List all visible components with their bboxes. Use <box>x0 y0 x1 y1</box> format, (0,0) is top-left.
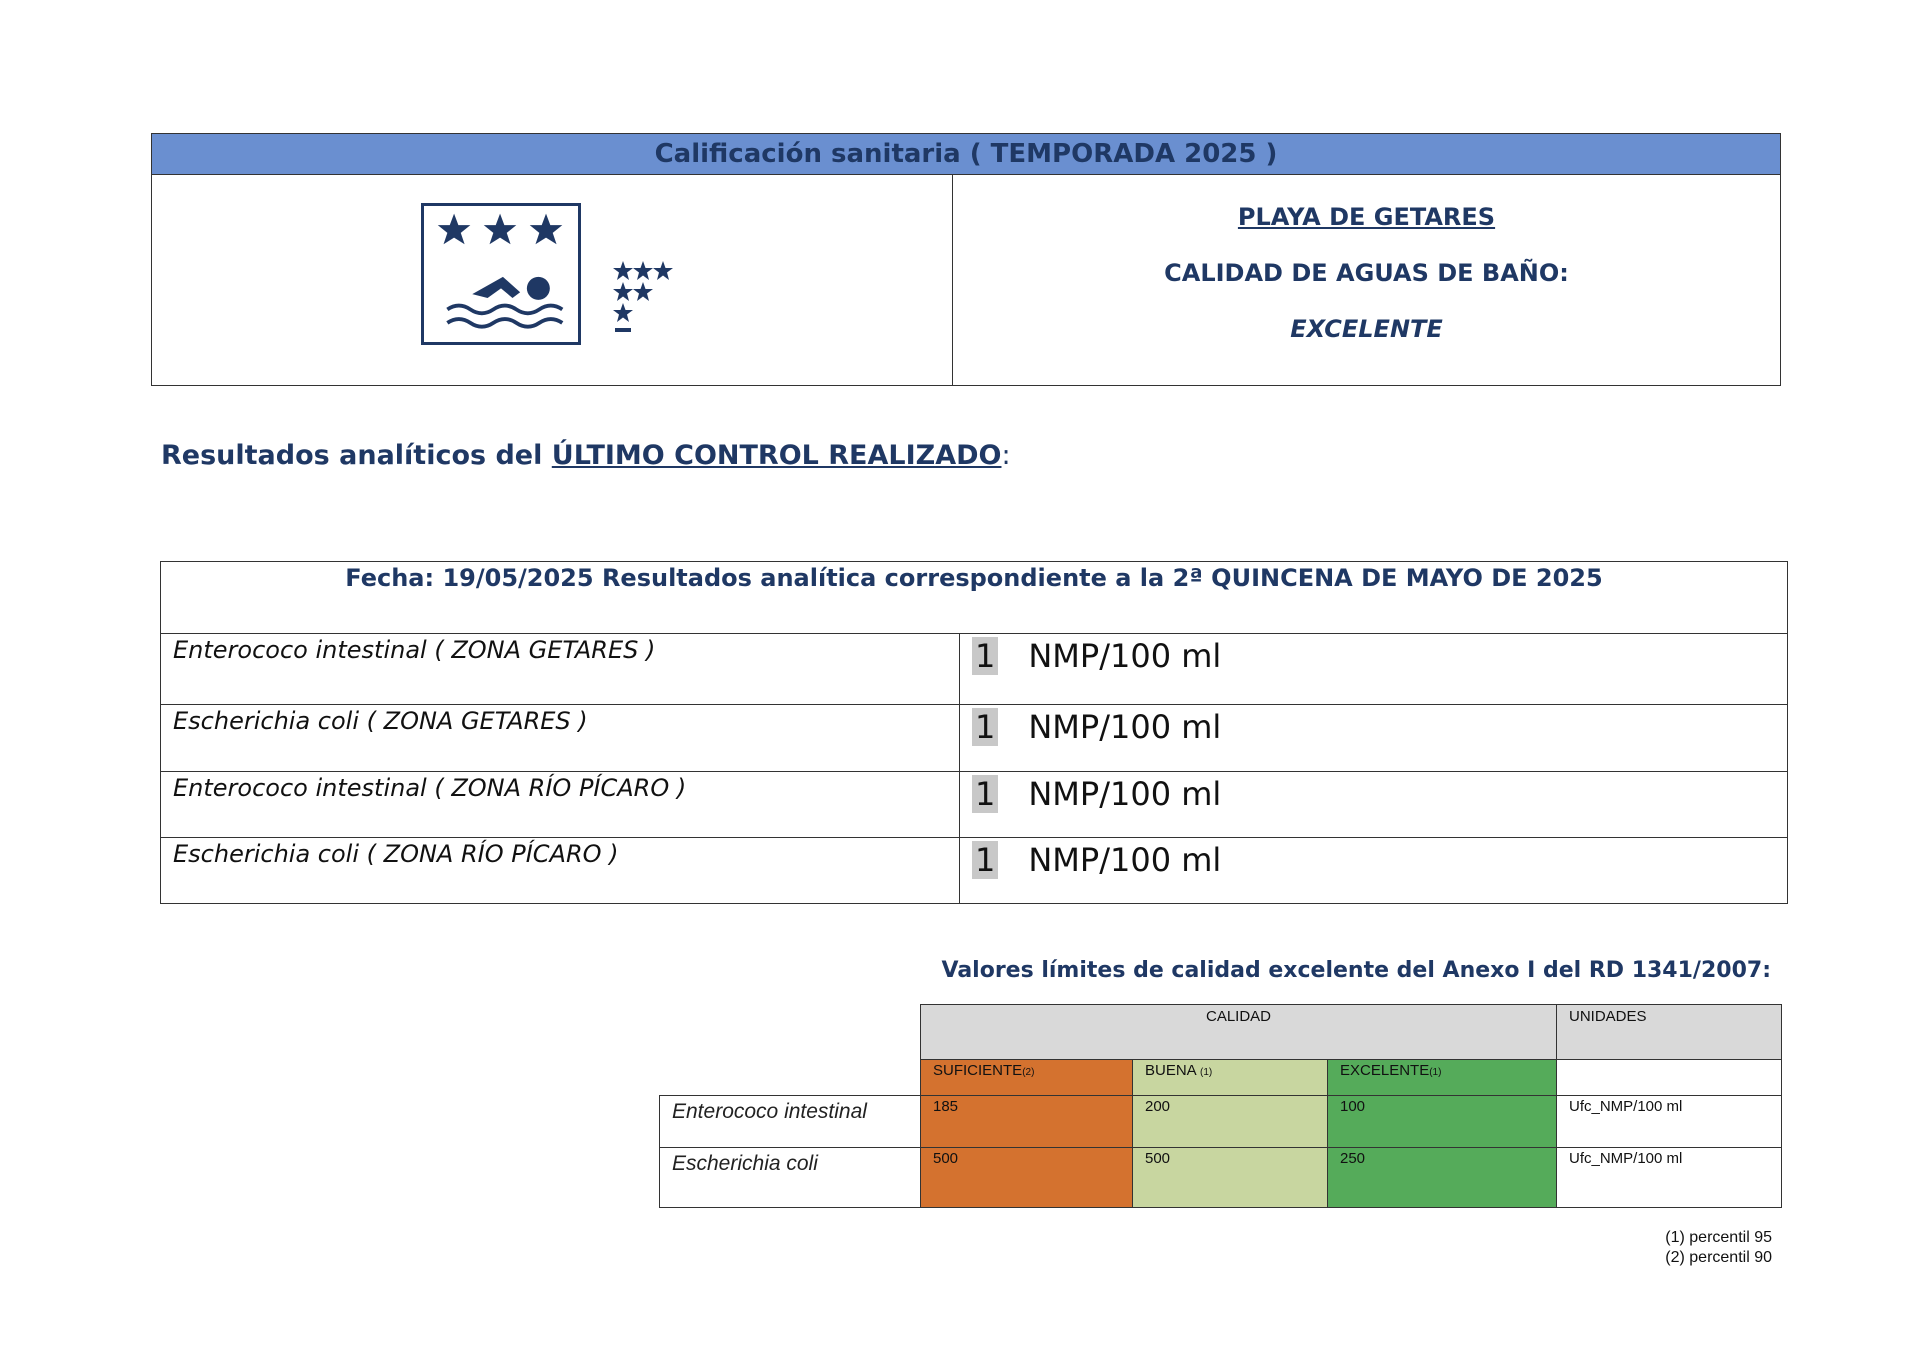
qualification-header: Calificación sanitaria ( TEMPORADA 2025 ) <box>152 134 1780 175</box>
empty-unit-header <box>1556 1059 1782 1096</box>
footnote: (1) percentil 95 <box>1665 1229 1772 1246</box>
section-heading-prefix: Resultados analíticos del <box>161 440 552 471</box>
section-heading <box>161 440 1011 471</box>
unidades-header: UNIDADES <box>1556 1004 1782 1060</box>
limit-value-excelente: 250 <box>1327 1147 1557 1208</box>
limits-title: Valores límites de calidad excelente del Anexo I del RD 1341/2007: <box>941 958 1771 983</box>
three-star-swimmer-icon <box>421 203 581 345</box>
results-table <box>160 561 1788 904</box>
table-row <box>161 634 1787 705</box>
table-row <box>161 705 1787 772</box>
beach-info-cell <box>953 175 1780 386</box>
result-value: 1 <box>972 708 998 746</box>
result-unit: NMP/100 ml <box>1028 841 1222 879</box>
table-row <box>161 772 1787 838</box>
parameter-name: Escherichia coli ( ZONA RÍO PÍCARO ) <box>161 838 960 903</box>
result-unit: NMP/100 ml <box>1028 637 1222 675</box>
section-heading-underlined: ÚLTIMO CONTROL REALIZADO <box>551 440 1002 471</box>
comunidad-madrid-stars-logo <box>612 251 682 341</box>
footnote: (2) percentil 90 <box>1665 1249 1772 1266</box>
category-suficiente: SUFICIENTE(2) <box>920 1059 1133 1096</box>
limit-value-excelente: 100 <box>1327 1095 1557 1148</box>
water-quality-label: CALIDAD DE AGUAS DE BAÑO: <box>1164 259 1569 287</box>
emblem-cell <box>152 175 953 386</box>
limit-value-buena: 500 <box>1132 1147 1328 1208</box>
table-row <box>161 838 1787 903</box>
limit-row-label: Enterococo intestinal <box>659 1095 921 1148</box>
footnotes <box>1665 1228 1772 1268</box>
parameter-name: Escherichia coli ( ZONA GETARES ) <box>161 705 960 771</box>
section-heading-suffix: : <box>1001 440 1011 471</box>
limit-value-suficiente: 185 <box>920 1095 1133 1148</box>
result-value: 1 <box>972 775 998 813</box>
limit-row-label: Escherichia coli <box>659 1147 921 1208</box>
limit-unit: Ufc_NMP/100 ml <box>1556 1095 1782 1148</box>
result-value: 1 <box>972 841 998 879</box>
results-header: Fecha: 19/05/2025 Resultados analítica correspondiente a la 2ª QUINCENA DE MAYO DE 2025 <box>161 562 1787 634</box>
limit-value-suficiente: 500 <box>920 1147 1133 1208</box>
result-value: 1 <box>972 637 998 675</box>
result-unit: NMP/100 ml <box>1028 708 1222 746</box>
category-excelente: EXCELENTE(1) <box>1327 1059 1557 1096</box>
limit-value-buena: 200 <box>1132 1095 1328 1148</box>
water-quality-value: EXCELENTE <box>1290 315 1443 343</box>
beach-name: PLAYA DE GETARES <box>1237 203 1496 231</box>
limit-unit: Ufc_NMP/100 ml <box>1556 1147 1782 1208</box>
parameter-name: Enterococo intestinal ( ZONA RÍO PÍCARO ) <box>161 772 960 837</box>
parameter-name: Enterococo intestinal ( ZONA GETARES ) <box>161 634 960 704</box>
calidad-header: CALIDAD <box>920 1004 1557 1060</box>
result-unit: NMP/100 ml <box>1028 775 1222 813</box>
category-buena: BUENA (1) <box>1132 1059 1328 1096</box>
qualification-table <box>151 133 1781 386</box>
